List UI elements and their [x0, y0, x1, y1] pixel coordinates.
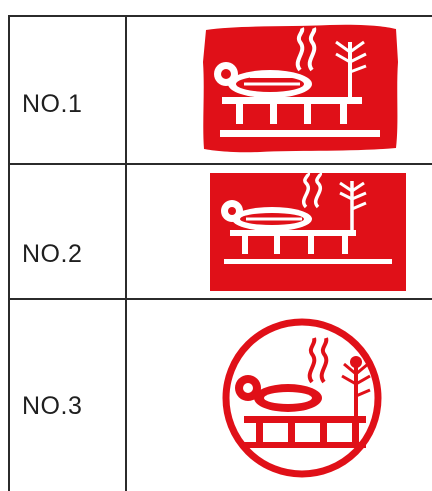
table-left-border — [8, 15, 10, 491]
row-divider-1 — [8, 163, 432, 165]
seal-image-1 — [200, 22, 400, 154]
row-label-2: NO.2 — [22, 240, 83, 268]
seal-image-2 — [210, 173, 406, 291]
row-label-3: NO.3 — [22, 392, 83, 420]
row-label-1: NO.1 — [22, 90, 83, 118]
row-divider-2 — [8, 298, 432, 300]
seal-image-3 — [214, 312, 390, 484]
table-top-border — [8, 15, 432, 17]
